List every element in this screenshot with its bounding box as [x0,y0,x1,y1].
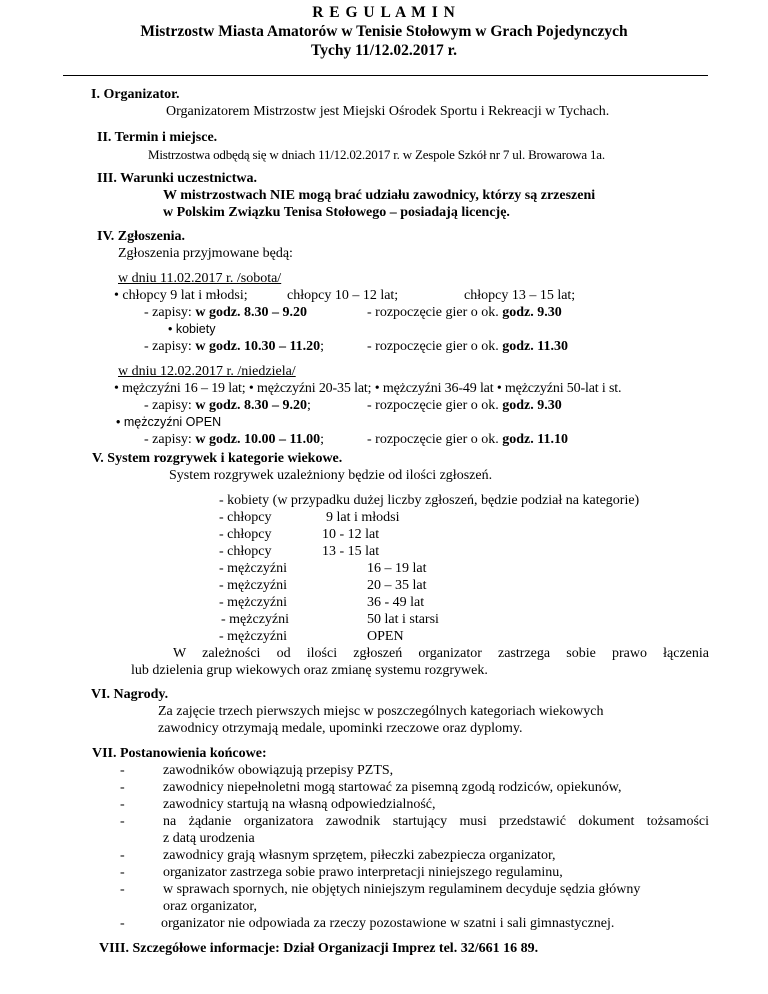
section-1-heading: I. Organizator. [91,87,180,102]
section-6-line-1: Za zajęcie trzech pierwszych miejsc w poszczególnych kategoriach wiekowych [158,704,604,719]
section-5-intro: System rozgrywek uzależniony będzie od ilości zgłoszeń. [169,468,493,483]
document-title: R E G U L A M I N [312,4,456,21]
day-1-registration-2: - zapisy: w godz. 10.30 – 11.20; [144,339,325,354]
provision-dash: - [120,882,125,897]
section-4-intro: Zgłoszenia przyjmowane będą: [118,246,293,261]
age-category-value: 16 – 19 lat [367,561,427,576]
document-subtitle: Mistrzostw Miasta Amatorów w Tenisie Stołowym w Grach Pojedynczych [140,23,628,40]
age-category-value: OPEN [367,629,404,644]
section-3-heading: III. Warunki uczestnictwa. [97,171,257,186]
day-2-category-men-open: • mężczyźni OPEN [116,415,222,429]
provision-item: zawodnicy startują na własną odpowiedzialność, [163,797,436,812]
section-7-heading: VII. Postanowienia końcowe: [92,746,267,761]
day-2-registration-1: - zapisy: w godz. 8.30 – 9.20; [144,398,311,413]
provision-item: zawodnicy niepełnoletni mogą startować za pisemną zgodą rodziców, opiekunów, [163,780,622,795]
age-category-value: 10 - 12 lat [322,527,380,542]
day-1-category-boys-9: • chłopcy 9 lat i młodsi; [114,288,248,303]
provision-dash: - [120,865,125,880]
age-category-label: - mężczyźni [221,612,290,627]
age-category-label: - chłopcy [219,510,272,525]
day-2-registration-2: - zapisy: w godz. 10.00 – 11.00; [144,432,325,447]
provision-dash: - [120,814,125,829]
age-category-value: 20 – 35 lat [367,578,427,593]
section-5-note-line-2: lub dzielenia grup wiekowych oraz zmianę systemu rozgrywek. [131,663,488,678]
section-3-line-1: W mistrzostwach NIE mogą brać udziału zawodnicy, którzy są zrzeszeni [163,188,596,203]
age-category-label: - mężczyźni [219,595,288,610]
day-1-date: w dniu 11.02.2017 r. /sobota/ [118,271,282,286]
section-5-heading: V. System rozgrywek i kategorie wiekowe. [92,451,343,466]
day-2-start-2: - rozpoczęcie gier o ok. godz. 11.10 [367,432,568,447]
section-5-note-line-1: W zależności od ilości zgłoszeń organizator zastrzega sobie prawo łączenia [173,646,709,661]
section-2-heading: II. Termin i miejsce. [97,130,218,145]
document-place-date: Tychy 11/12.02.2017 r. [311,42,457,59]
provision-item: w sprawach spornych, nie objętych niniejszym regulaminem decyduje sędzia główny [163,882,641,897]
age-category-value: 9 lat i młodsi [326,510,400,525]
provision-item-continued: oraz organizator, [163,899,258,914]
day-1-category-boys-10-12: chłopcy 10 – 12 lat; [287,288,399,303]
age-category-value: 36 - 49 lat [367,595,425,610]
provision-item: na żądanie organizatora zawodnik startujący musi przedstawić dokument tożsamości [163,814,709,829]
age-category-women: - kobiety (w przypadku dużej liczby zgłoszeń, będzie podział na kategorie) [219,493,640,508]
section-2-text: Mistrzostwa odbędą się w dniach 11/12.02.2017 r. w Zespole Szkół nr 7 ul. Browarowa 1a. [148,147,605,162]
age-category-label: - chłopcy [219,527,272,542]
day-1-start-1: - rozpoczęcie gier o ok. godz. 9.30 [367,305,562,320]
day-1-category-women: • kobiety [168,322,216,336]
provision-dash: - [120,780,125,795]
provision-dash: - [120,848,125,863]
age-category-label: - mężczyźni [219,561,288,576]
provision-item: organizator nie odpowiada za rzeczy pozostawione w szatni i sali gimnastycznej. [161,916,615,931]
provision-dash: - [120,763,125,778]
provision-item: zawodnicy grają własnym sprzętem, piłeczki zabezpiecza organizator, [163,848,556,863]
day-1-start-2: - rozpoczęcie gier o ok. godz. 11.30 [367,339,568,354]
section-4-heading: IV. Zgłoszenia. [97,229,186,244]
age-category-label: - chłopcy [219,544,272,559]
header-divider [63,75,708,76]
day-2-start-1: - rozpoczęcie gier o ok. godz. 9.30 [367,398,562,413]
day-1-category-boys-13-15: chłopcy 13 – 15 lat; [464,288,576,303]
day-2-categories-men: • mężczyźni 16 – 19 lat; • mężczyźni 20-35 lat; • mężczyźni 36-49 lat • mężczyźni 50-lat i st. [114,381,622,396]
section-6-line-2: zawodnicy otrzymają medale, upominki rzeczowe oraz dyplomy. [158,721,523,736]
section-3-line-2: w Polskim Związku Tenisa Stołowego – posiadają licencję. [163,205,510,220]
provision-dash: - [120,916,125,931]
day-1-registration-1: - zapisy: w godz. 8.30 – 9.20 [144,305,307,320]
section-8-contact-info: VIII. Szczegółowe informacje: Dział Organizacji Imprez tel. 32/661 16 89. [99,941,539,956]
age-category-value: 50 lat i starsi [367,612,439,627]
day-2-date: w dniu 12.02.2017 r. /niedziela/ [118,364,296,379]
age-category-value: 13 - 15 lat [322,544,380,559]
provision-item-continued: z datą urodzenia [163,831,255,846]
provision-dash: - [120,797,125,812]
age-category-label: - mężczyźni [219,629,288,644]
age-category-label: - mężczyźni [219,578,288,593]
section-1-text: Organizatorem Mistrzostw jest Miejski Ośrodek Sportu i Rekreacji w Tychach. [166,104,610,119]
section-6-heading: VI. Nagrody. [91,687,169,702]
provision-item: zawodników obowiązują przepisy PZTS, [163,763,394,778]
provision-item: organizator zastrzega sobie prawo interpretacji niniejszego regulaminu, [163,865,563,880]
